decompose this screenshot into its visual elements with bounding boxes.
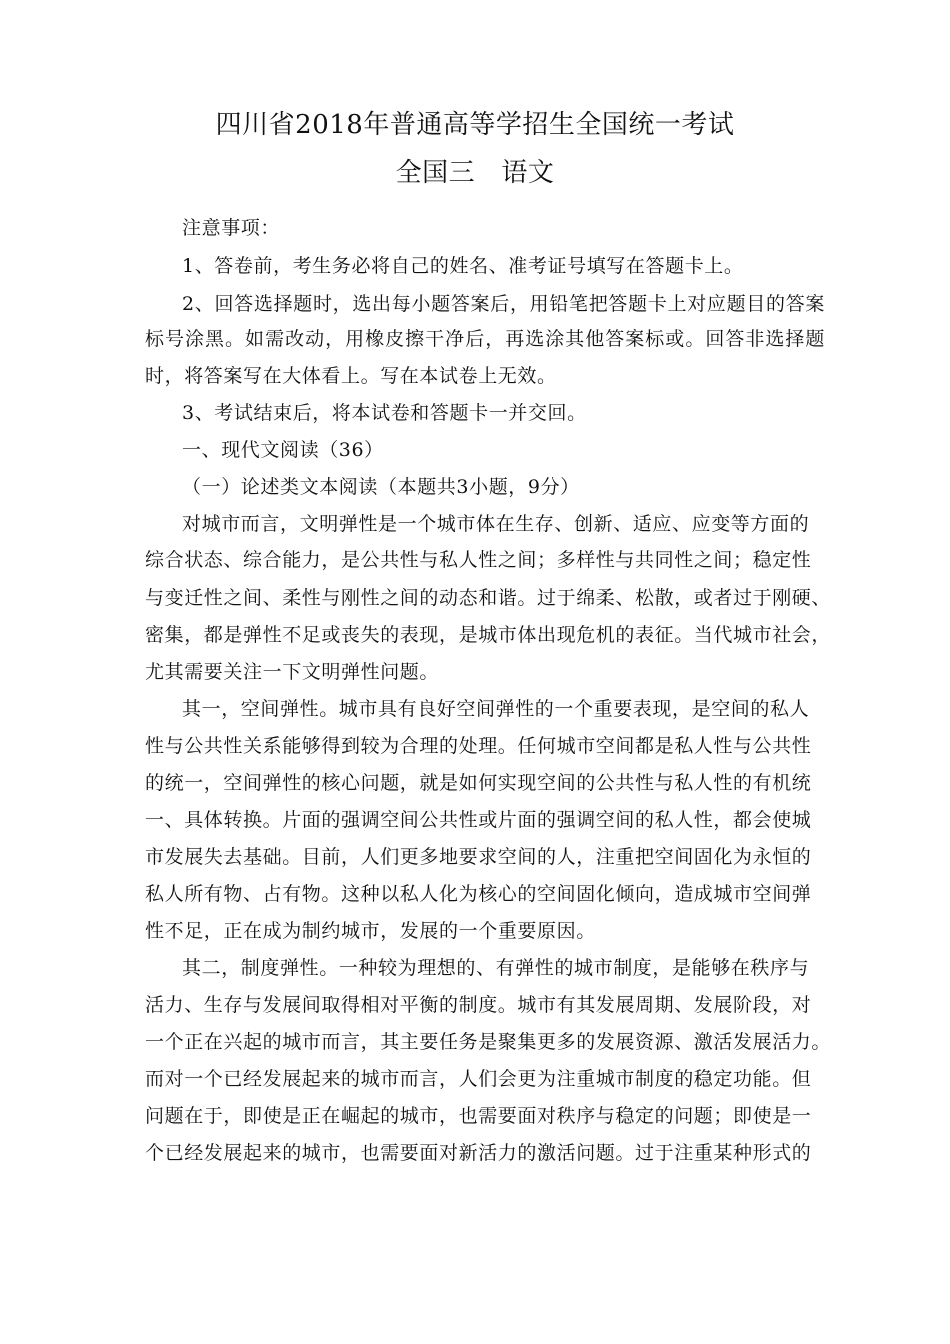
- passage-line: 个已经发展起来的城市，也需要面对新活力的激活问题。过于注重某种形式的: [145, 1142, 812, 1164]
- passage-line: 性不足，正在成为制约城市，发展的一个重要原因。: [145, 920, 596, 942]
- passage-line: 对城市而言，文明弹性是一个城市体在生存、创新、适应、应变等方面的: [182, 513, 810, 535]
- passage-line: 一个正在兴起的城市而言，其主要任务是聚集更多的发展资源、激活发展活力。: [145, 1031, 832, 1053]
- notice-item-3: 3、考试结束后，将本试卷和答题卡一并交回。: [182, 402, 587, 424]
- notice-item-2-line-2: 标号涂黑。如需改动，用橡皮擦干净后，再选涂其他答案标或。回答非选择题: [145, 328, 825, 350]
- section-heading: 一、现代文阅读（36）: [182, 439, 384, 461]
- exam-title: 四川省2018年普通高等学招生全国统一考试: [215, 110, 735, 140]
- passage-line: 私人所有物、占有物。这种以私人化为核心的空间固化倾向，造成城市空间弹: [145, 883, 812, 905]
- exam-subtitle: 全国三 语文: [395, 158, 555, 188]
- passage-line: 密集，都是弹性不足或丧失的表现，是城市体出现危机的表征。当代城市社会，: [145, 624, 832, 646]
- passage-line: 市发展失去基础。目前，人们更多地要求空间的人，注重把空间固化为永恒的: [145, 846, 812, 868]
- passage-line: 其二，制度弹性。一种较为理想的、有弹性的城市制度，是能够在秩序与: [182, 957, 810, 979]
- passage-line: 与变迁性之间、柔性与刚性之间的动态和谐。过于绵柔、松散，或者过于刚硬、: [145, 587, 832, 609]
- notice-heading: 注意事项：: [182, 217, 281, 239]
- passage-line: 的统一，空间弹性的核心问题，就是如何实现空间的公共性与私人性的有机统: [145, 772, 812, 794]
- notice-item-1: 1、答卷前，考生务必将自己的姓名、准考证号填写在答题卡上。: [182, 255, 744, 277]
- passage-line: 性与公共性关系能够得到较为合理的处理。任何城市空间都是私人性与公共性: [145, 735, 812, 757]
- passage-line: 问题在于，即使是正在崛起的城市，也需要面对秩序与稳定的问题；即使是一: [145, 1105, 812, 1127]
- passage-line: 其一，空间弹性。城市具有良好空间弹性的一个重要表现，是空间的私人: [182, 698, 810, 720]
- passage-line: 尤其需要关注一下文明弹性问题。: [145, 661, 440, 683]
- section-subheading: （一）论述类文本阅读（本题共3小题，9分）: [182, 476, 580, 498]
- passage-line: 一、具体转换。片面的强调空间公共性或片面的强调空间的私人性，都会使城: [145, 809, 812, 831]
- passage-line: 综合状态、综合能力，是公共性与私人性之间；多样性与共同性之间；稳定性: [145, 549, 812, 571]
- notice-item-2-line-1: 2、回答选择题时，选出每小题答案后，用铅笔把答题卡上对应题目的答案: [182, 293, 825, 315]
- passage-line: 活力、生存与发展间取得相对平衡的制度。城市有其发展周期、发展阶段，对: [145, 994, 812, 1016]
- passage-line: 而对一个已经发展起来的城市而言，人们会更为注重城市制度的稳定功能。但: [145, 1068, 812, 1090]
- notice-item-2-line-3: 时，将答案写在大体看上。写在本试卷上无效。: [145, 365, 557, 387]
